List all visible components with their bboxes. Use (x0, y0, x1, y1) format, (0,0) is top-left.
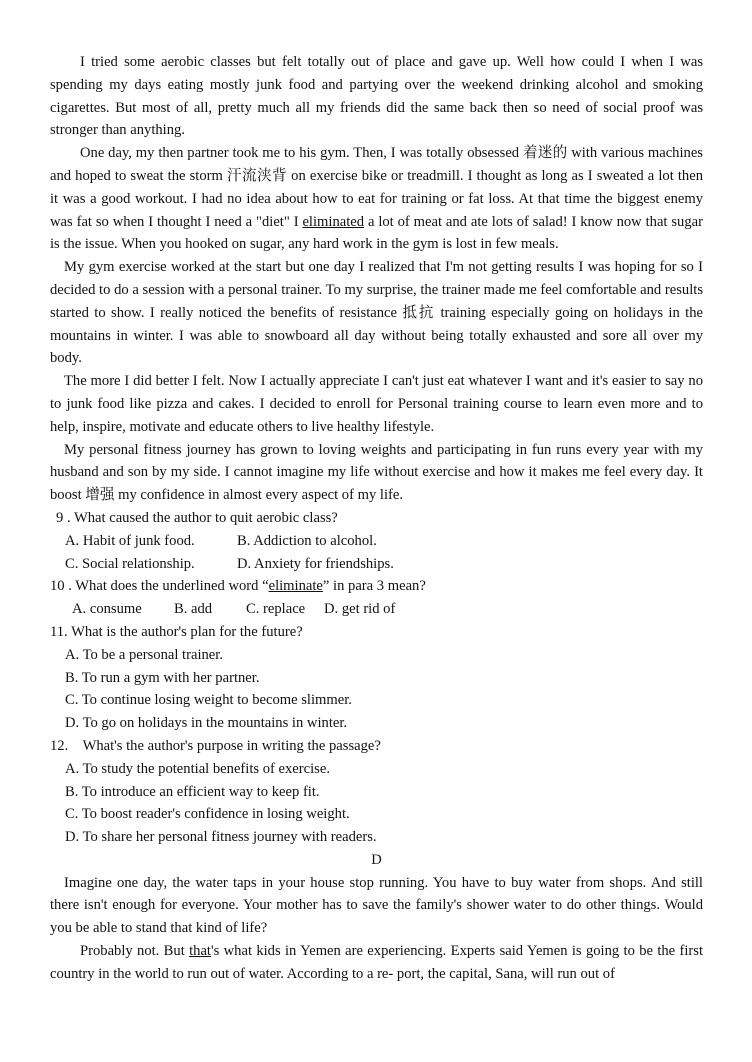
question-12-option-b: B. To introduce an efficient way to keep fit. (65, 783, 320, 800)
option-d: D. get rid of (324, 601, 396, 618)
text-span: ” in para 3 mean? (322, 578, 426, 595)
text-span: a lot of meat and ate lots of salad! I know now that sugar is the issue. When you hooked on sugar, any hard work in the gym is lost in few meals. (50, 213, 703, 253)
passage-c-paragraph-5: My personal fitness journey has grown to loving weights and participating in fun runs every year with my husband and son by my side. I cannot imagine my life without exercise and how it makes me feel every day. It boost 增强 my confidence in almost every aspect of my life. (50, 441, 703, 504)
question-10-options-row (50, 598, 703, 621)
passage-c-paragraph-2 (50, 142, 703, 256)
passage-c-paragraph-4: The more I did better I felt. Now I actually appreciate I can't just eat whatever I want and it's easier to say no to junk food like pizza and cakes. I decided to enroll for Personal training course to learn even more and to help, inspire, motivate and educate others to live healthy lifestyle. (50, 373, 703, 435)
text-span: 10 . What does the underlined word “ (50, 578, 269, 595)
question-12-option-a: A. To study the potential benefits of exercise. (65, 760, 330, 777)
option-b: B. Addiction to alcohol. (237, 532, 377, 549)
question-11-option-b: B. To run a gym with her partner. (65, 669, 260, 686)
passage-d-paragraph-1: Imagine one day, the water taps in your house stop running. You have to buy water from shops. And still there isn't enough for everyone. Your mother has to save the family's shower water to do other things. Would you be able to stand that kind of life? (50, 874, 703, 937)
exam-page (50, 51, 703, 986)
question-10-stem (50, 575, 703, 598)
question-12-option-c: C. To boost reader's confidence in losing weight. (65, 806, 350, 823)
question-11-option-d: D. To go on holidays in the mountains in winter. (65, 715, 348, 732)
question-11-stem: 11. What is the author's plan for the future? (50, 623, 303, 640)
option-a: A. consume (72, 601, 142, 618)
underlined-word-that: that (189, 943, 211, 960)
text-span: One day, my then partner took me to his gym. Then, I was totally obsessed 着迷的 with various machines and hoped to sweat the storm 汗流浃背 on exercise bike or treadmill. I thought as long as I sweated a lot then it was a good workout. I had no idea about how to eat for training or fat loss. At that time the biggest enemy was fat so when I thought I need a "diet" I (50, 145, 703, 230)
option-a: A. Habit of junk food. (65, 532, 195, 549)
option-d: D. Anxiety for friendships. (237, 555, 394, 572)
underlined-word-eliminate: eliminate (268, 578, 323, 595)
question-11-option-c: C. To continue losing weight to become slimmer. (65, 692, 352, 709)
question-9-stem: 9 . What caused the author to quit aerobic class? (56, 509, 338, 526)
option-c: C. replace (246, 601, 306, 618)
passage-c-paragraph-3: My gym exercise worked at the start but one day I realized that I'm not getting results I was hoping for so I decided to do a session with a personal trainer. To my surprise, the trainer made me feel comfortable and results started to show. I really noticed the benefits of resistance 抵抗 training especially going on holidays in the mountains in winter. I was able to snowboard all day without being totally exhausted and sore all over my body. (50, 259, 703, 367)
question-9-options-row-1 (50, 530, 703, 553)
section-heading-d: D (371, 851, 382, 868)
question-11-option-a: A. To be a personal trainer. (65, 646, 223, 663)
option-c: C. Social relationship. (65, 555, 195, 572)
option-b: B. add (174, 601, 213, 618)
passage-c-paragraph-1: I tried some aerobic classes but felt totally out of place and gave up. Well how could I when I was spending my days eating mostly junk food and partying over the weekend drinking alcohol and smoking cigarettes. But most of all, pretty much all my friends did the same back then so need of social proof was stronger than anything. (50, 54, 703, 139)
passage-d-paragraph-2 (50, 940, 703, 986)
text-span: 's what kids in Yemen are experiencing. Experts said Yemen is going to be the first country in the world to run out of water. According to a re- port, the capital, Sana, will run out of (50, 943, 703, 982)
text-span: Probably not. But (80, 943, 190, 960)
question-12-stem: 12. What's the author's purpose in writing the passage? (50, 737, 381, 754)
question-12-option-d: D. To share her personal fitness journey with readers. (65, 829, 377, 846)
underlined-word-eliminated: eliminated (302, 213, 365, 230)
question-9-options-row-2 (50, 553, 703, 576)
